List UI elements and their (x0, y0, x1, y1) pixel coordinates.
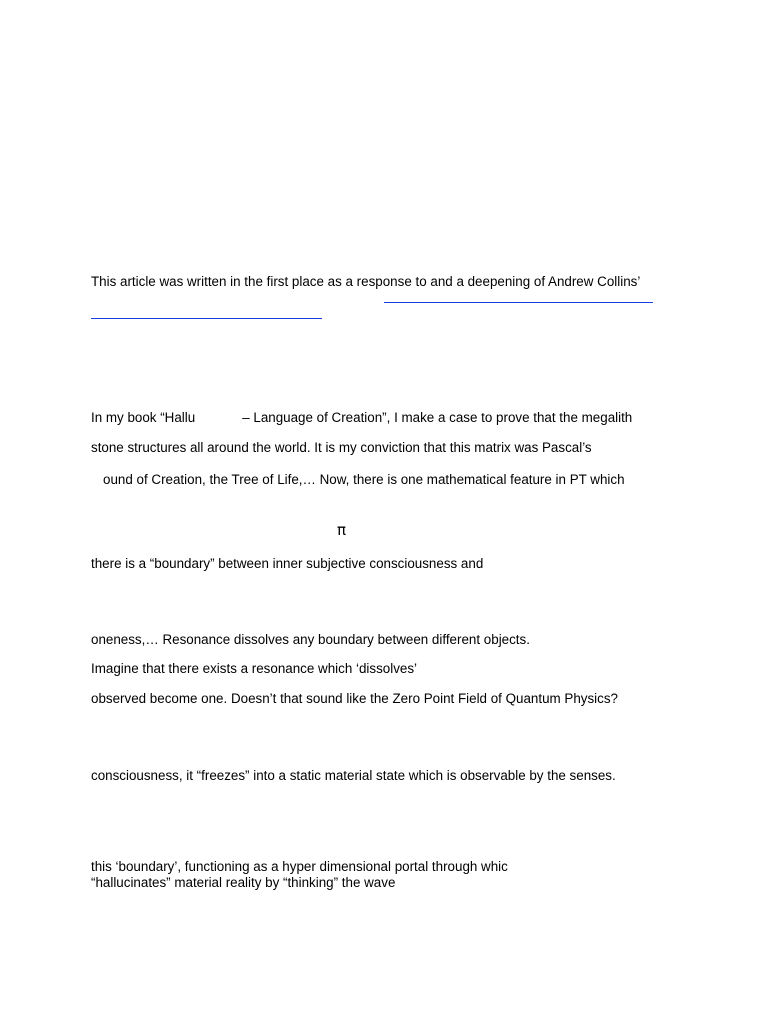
paragraph-5-line-2: “hallucinates” material reality by “thinking” the wave (91, 875, 396, 890)
paragraph-1-line-1-end: – Language of Creation”, I make a case to prove that the megalith (242, 410, 633, 425)
intro-line: This article was written in the first place as a response to and a deepening of Andrew Collins’ (91, 274, 641, 289)
pi-symbol: π (337, 521, 347, 539)
paragraph-1-line-1-start: In my book “Hallu (91, 410, 196, 425)
paragraph-3-line-3: observed become one. Doesn’t that sound like the Zero Point Field of Quantum Physics? (91, 691, 618, 706)
hyperlink-underline-2[interactable] (91, 318, 322, 319)
paragraph-1-line-1 (91, 410, 632, 426)
paragraph-2-line-1: there is a “boundary” between inner subjective consciousness and (91, 556, 484, 571)
paragraph-3-line-2: Imagine that there exists a resonance which ‘dissolves’ (91, 661, 418, 676)
paragraph-1-line-2: stone structures all around the world. It is my conviction that this matrix was Pascal’s (91, 440, 592, 455)
hyperlink-underline-1[interactable] (384, 302, 653, 303)
paragraph-3-line-1: oneness,… Resonance dissolves any boundary between different objects. (91, 632, 530, 647)
paragraph-1-line-3: ound of Creation, the Tree of Life,… Now, there is one mathematical feature in PT which (103, 472, 625, 487)
paragraph-4-line-1: consciousness, it “freezes” into a static material state which is observable by the senses. (91, 768, 616, 783)
paragraph-5-line-1: this ‘boundary’, functioning as a hyper dimensional portal through whic (91, 859, 508, 874)
